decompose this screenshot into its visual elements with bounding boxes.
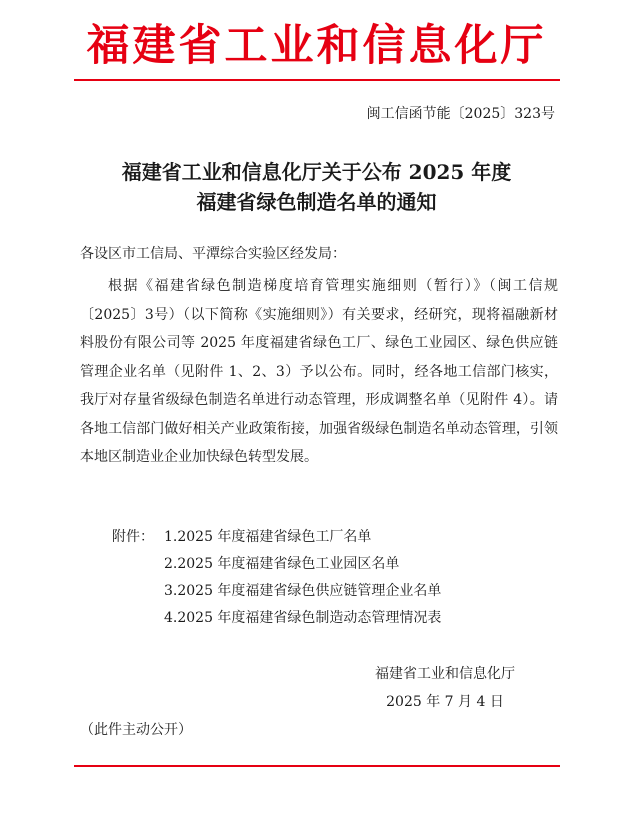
public-disclosure-note: （此件主动公开） <box>80 722 192 738</box>
body-paragraph: 根据《福建省绿色制造梯度培育管理实施细则（暂行）》（闽工信规〔2025〕3号）（以下简称《实施细则》）有关要求，经研究，现将福融新材料股份有限公司等 2025 年度福建省绿色工厂、绿色工业园区、绿色供应链管理企业名单（见附件 1、2、3）予以公布。同时，经各地工信部门核实，我厅对存量省级绿色制造名单进行动态管理，形成调整名单（见附件 4）。请各地工信部门做好相关产业政策衔接，加强省级绿色制造名单动态管理，引领本地区制造业企业加快绿色转型发展。 <box>80 278 558 465</box>
attachment-text: 4.2025 年度福建省绿色制造动态管理情况表 <box>164 610 442 626</box>
masthead-title: 福建省工业和信息化厅 <box>86 21 547 71</box>
signature-date: 2025 年 7 月 4 日 <box>386 694 504 710</box>
title-line-1: 福建省工业和信息化厅关于公布 2025 年度 <box>121 160 512 184</box>
signature-block <box>350 660 540 716</box>
attachment-text: 1.2025 年度福建省绿色工厂名单 <box>164 529 372 545</box>
attachment-item <box>112 605 441 632</box>
attachment-item <box>112 524 441 551</box>
attachment-item <box>112 578 441 605</box>
title-line-2: 福建省绿色制造名单的通知 <box>196 190 437 214</box>
attachments-label: 附件： <box>112 529 154 545</box>
attachment-item <box>112 551 441 578</box>
attachment-text: 3.2025 年度福建省绿色供应链管理企业名单 <box>164 583 442 599</box>
document-number: 闽工信函节能〔2025〕323号 <box>366 106 555 122</box>
signature-org: 福建省工业和信息化厅 <box>375 666 515 682</box>
attachments-list <box>112 524 441 632</box>
salutation: 各设区市工信局、平潭综合实验区经发局： <box>80 246 346 262</box>
attachment-text: 2.2025 年度福建省绿色工业园区名单 <box>164 556 400 572</box>
document-title <box>0 157 633 217</box>
masthead-red-rule <box>74 79 560 81</box>
footer-red-rule <box>74 765 560 767</box>
